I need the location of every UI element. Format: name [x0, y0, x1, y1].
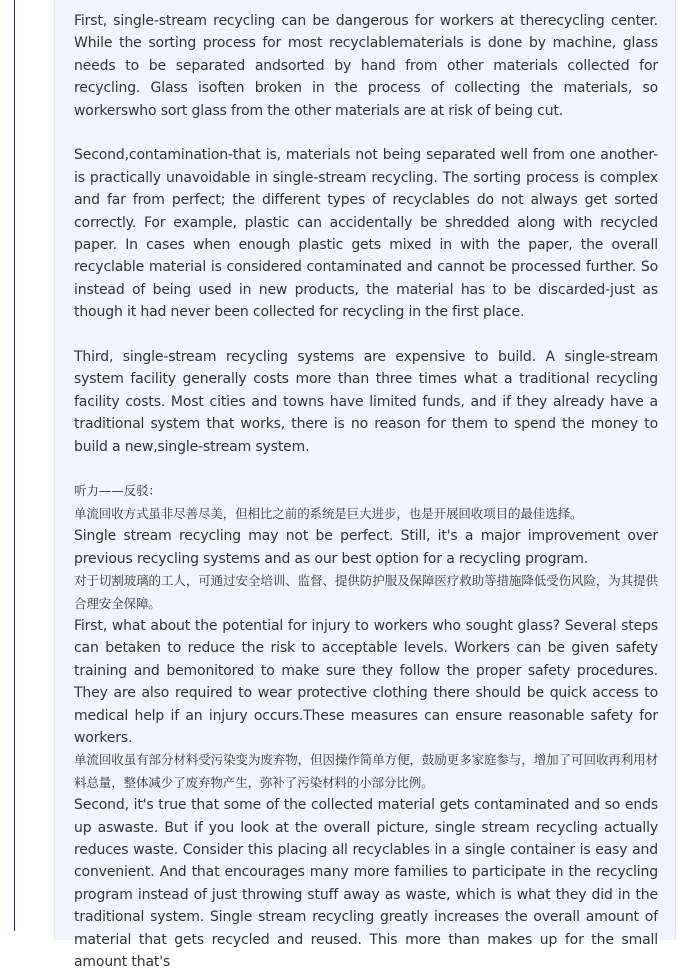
- reading-paragraph-2: Second,contamination-that is, materials not being separated well from one another-is practically unavoidable in single-stream recycling. The sorting process is complex and far from perfect; the different types of recyclables do not always get sorted correctly. For example, plastic can accidentally be shredded along with recycled paper. In cases when enough plastic gets mixed in with the paper, the overall recyclable material is considered contaminated and cannot be processed further. So instead of being used in new products, the material has to be discarded-just as though it had never been collected for recycling in the first place.: [74, 147, 658, 321]
- reading-paragraph-3: Third, single-stream recycling systems are expensive to build. A single-stream system facility generally costs more than three times what a traditional recycling facility costs. Most cities and towns have limited funds, and if they already have a traditional system that works, there is no reason for them to spend the money to build a new,single-stream system.: [74, 349, 658, 455]
- listening-paragraph-en-3: Second, it's true that some of the collected material gets contaminated and so ends up aswaste. But if you look at the overall picture, single stream recycling actually reduces waste. Consider this placing all recyclables in a single container is easy and convenient. And that encourages many more families to participate in the recycling program instead of just throwing stuff away as waste, which is what they did in the traditional system. Single stream recycling greatly increases the overall amount of material that gets recycled and reused. This more than makes up for the small amount that's: [74, 797, 658, 971]
- article-content-box: [54, 0, 676, 971]
- listening-summary-zh-2: 对于切割玻璃的工人，可通过安全培训、监督、提供防护服及保障医疗救助等措施降低受伤风险，为其提供合理安全保障。: [74, 573, 658, 611]
- listening-summary-zh-1: 单流回收方式虽非尽善尽美，但相比之前的系统是巨大进步，也是开展回收项目的最佳选择。: [74, 505, 583, 521]
- article-body: [74, 10, 658, 973]
- listening-paragraph-en-1: Single stream recycling may not be perfect. Still, it's a major improvement over previous recycling systems and as our best option for a recycling program.: [74, 528, 658, 567]
- paragraph-spacer: [74, 122, 658, 144]
- listening-summary-zh-3: 单流回收虽有部分材料受污染变为废弃物，但因操作简单方便，鼓励更多家庭参与，增加了可回收再利用材料总量，整体减少了废弃物产生，弥补了污染材料的小部分比例。: [74, 752, 658, 790]
- reading-paragraph-1: First, single-stream recycling can be dangerous for workers at therecycling center. While the sorting process for most recyclablematerials is done by machine, glass needs to be separated andsorted by hand from other materials collected for recycling. Glass isoften broken in the process of collecting the materials, so workerswho sort glass from the other materials are at risk of being cut.: [74, 13, 658, 119]
- left-border-line: [14, 0, 15, 931]
- listening-heading: 听力——反驳：: [74, 483, 161, 499]
- listening-paragraph-en-2: First, what about the potential for injury to workers who sought glass? Several steps can betaken to reduce the risk to acceptable levels. Workers can be given safety training and bemonitored to make sure they follow the proper safety procedures. They are also required to wear protective clothing there should be quick access to medical help if an injury occurs.These measures can ensure reasonable safety for workers.: [74, 617, 658, 746]
- paragraph-spacer: [74, 324, 658, 346]
- paragraph-spacer: [74, 458, 658, 480]
